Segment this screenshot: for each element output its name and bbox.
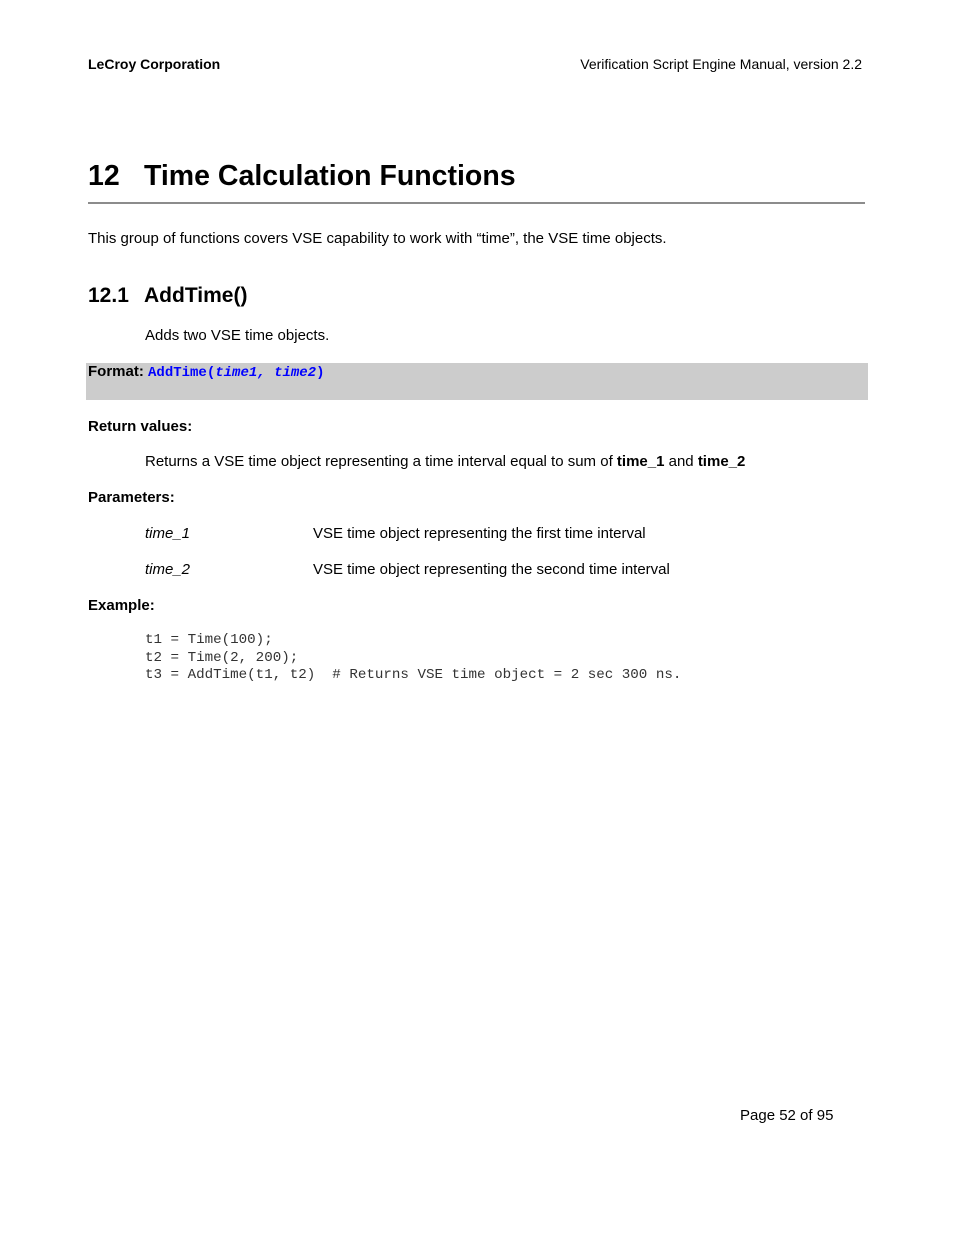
parameter-name: time_1	[145, 525, 191, 542]
return-values-text: Returns a VSE time object representing a time interval equal to sum of time_1 and time_2	[145, 453, 746, 470]
header-company: LeCroy Corporation	[88, 56, 221, 72]
format-arg-1: time1	[215, 365, 258, 381]
example-heading: Example:	[88, 597, 155, 614]
page-number: Page 52 of 95	[740, 1107, 834, 1124]
return-values-heading: Return values:	[88, 418, 193, 435]
example-code-block	[145, 632, 681, 685]
parameters-heading: Parameters:	[88, 489, 175, 506]
code-line: t3 = AddTime(t1, t2) # Returns VSE time object = 2 sec 300 ns.	[145, 667, 682, 684]
header-manual-title: Verification Script Engine Manual, version 2.2	[580, 56, 862, 72]
return-param-1: time_1	[616, 453, 665, 470]
parameter-name: time_2	[145, 561, 191, 578]
section-title: AddTime()	[144, 284, 248, 307]
format-arg-2: time2	[274, 365, 317, 381]
code-line: t1 = Time(100);	[145, 632, 273, 648]
chapter-rule	[88, 202, 865, 204]
chapter-title: Time Calculation Functions	[144, 160, 516, 192]
format-label: Format:	[88, 363, 144, 380]
format-line	[88, 363, 324, 381]
return-param-2: time_2	[697, 453, 746, 470]
section-heading	[88, 284, 247, 308]
chapter-number: 12	[88, 160, 120, 192]
format-signature: AddTime(time1, time2)	[148, 365, 325, 381]
parameter-description: VSE time object representing the second time interval	[313, 561, 670, 578]
section-number: 12.1	[88, 284, 129, 307]
chapter-heading	[88, 160, 516, 193]
code-line: t2 = Time(2, 200);	[145, 649, 299, 666]
parameter-description: VSE time object representing the first time interval	[313, 525, 646, 542]
section-description: Adds two VSE time objects.	[145, 327, 330, 344]
chapter-intro: This group of functions covers VSE capability to work with “time”, the VSE time objects.	[88, 230, 667, 247]
